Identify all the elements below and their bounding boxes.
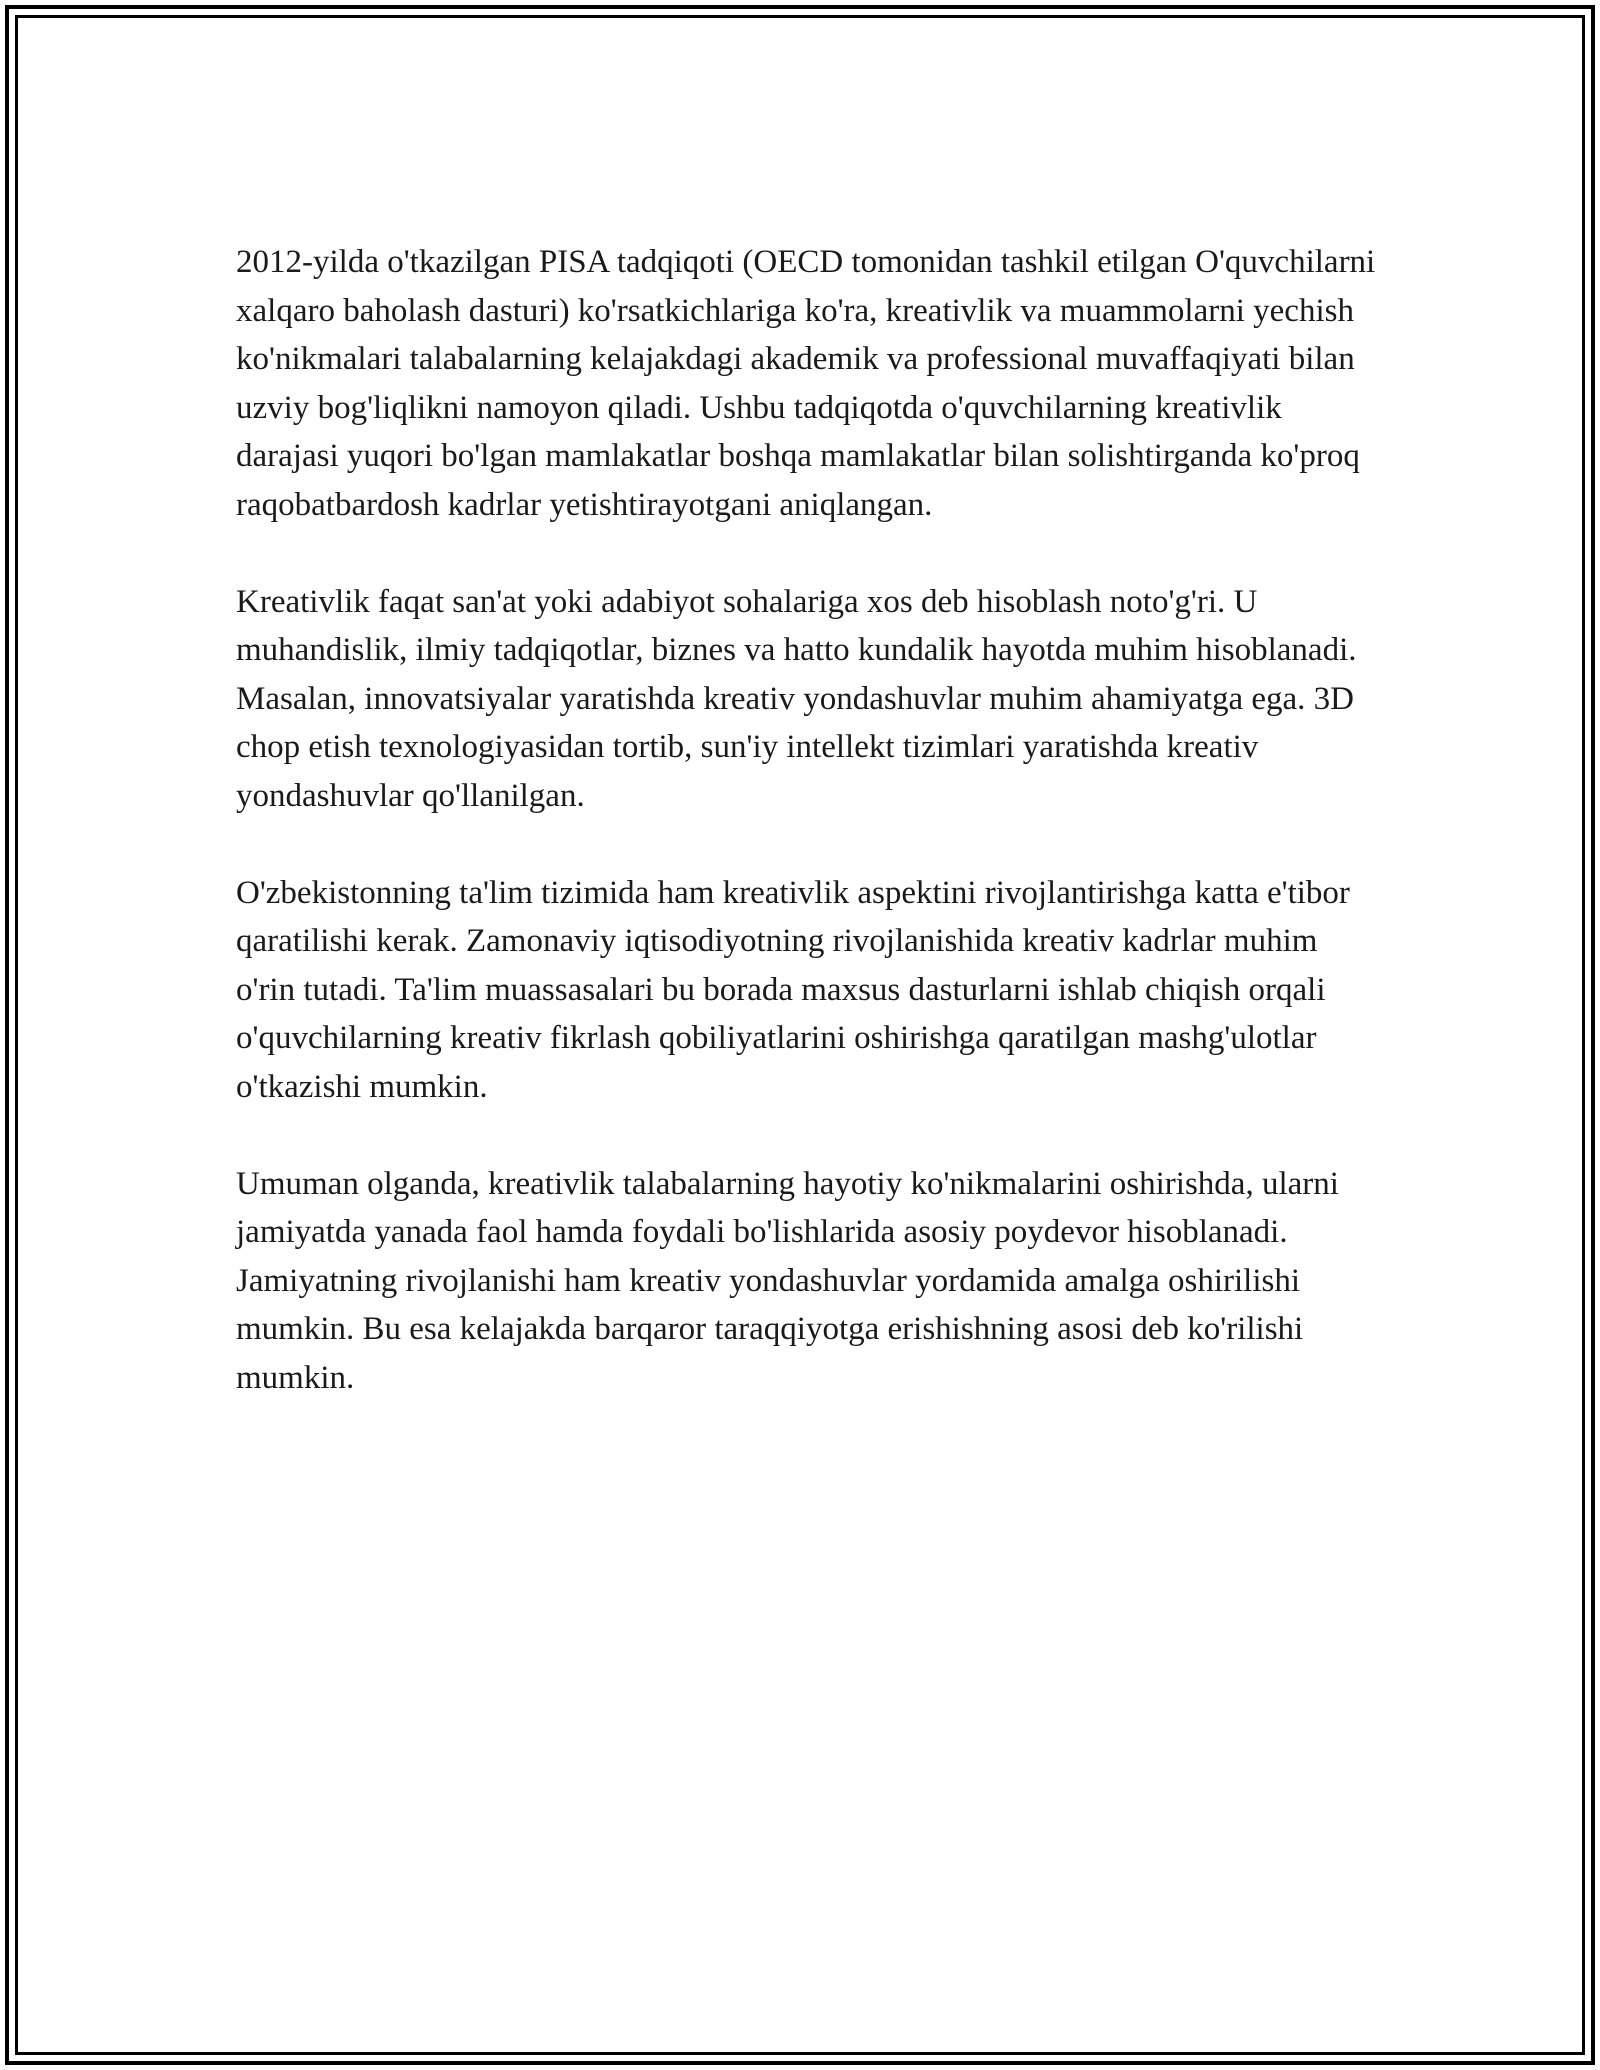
paragraph-3: O'zbekistonning ta'lim tizimida ham kreativlik aspektini rivojlantirishga katta e'tibor qaratilishi kerak. Zamonaviy iqtisodiyotning rivojlanishida kreativ kadrlar muhim o'rin tutadi. Ta'lim muassasalari bu borada maxsus dasturlarni ishlab chiqish orqali o'quvchilarning kreativ fikrlash qobiliyatlarini oshirishga qaratilgan mashg'ulotlar o'tkazishi mumkin. xyxy=(236,874,1350,1105)
paragraph-1: 2012-yilda o'tkazilgan PISA tadqiqoti (OECD tomonidan tashkil etilgan O'quvchilarni xalqaro baholash dasturi) ko'rsatkichlariga ko'ra, kreativlik va muammolarni yechish ko'nikmalari talabalarning kelajakdagi akademik va professional muvaffaqiyati bilan uzviy bog'liqlikni namoyon qiladi. Ushbu tadqiqotda o'quvchilarning kreativlik darajasi yuqori bo'lgan mamlakatlar boshqa mamlakatlar bilan solishtirganda ko'proq raqobatbardosh kadrlar yetishtirayotgani aniqlangan. xyxy=(236,244,1376,523)
document-body xyxy=(236,238,1376,1402)
paragraph-2: Kreativlik faqat san'at yoki adabiyot sohalariga xos deb hisoblash noto'g'ri. U muhandislik, ilmiy tadqiqotlar, biznes va hatto kundalik hayotda muhim hisoblanadi. Masalan, innovatsiyalar yaratishda kreativ yondashuvlar muhim ahamiyatga ega. 3D chop etish texnologiyasidan tortib, sun'iy intellekt tizimlari yaratishda kreativ yondashuvlar qo'llanilgan. xyxy=(236,583,1357,814)
paragraph-4: Umuman olganda, kreativlik talabalarning hayotiy ko'nikmalarini oshirishda, ularni jamiyatda yanada faol hamda foydali bo'lishlarida asosiy poydevor hisoblanadi. Jamiyatning rivojlanishi ham kreativ yondashuvlar yordamida amalga oshirilishi mumkin. Bu esa kelajakda barqaror taraqqiyotga erishishning asosi deb ko'rilishi mumkin. xyxy=(236,1165,1339,1396)
